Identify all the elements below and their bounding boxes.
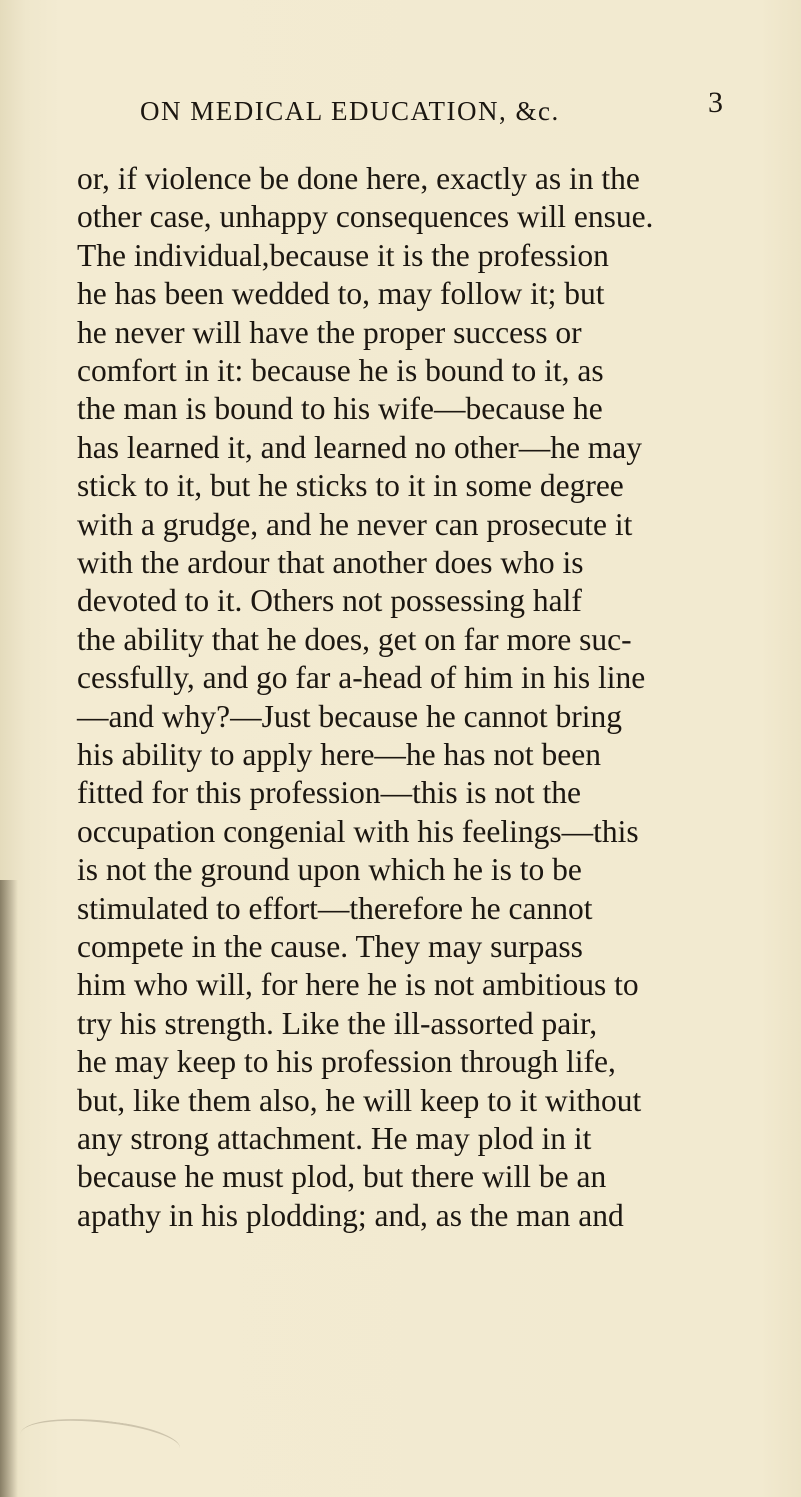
running-head: ON MEDICAL EDUCATION, &c. (140, 96, 560, 126)
text-line: he has been wedded to, may follow it; but (77, 276, 605, 312)
text-line: he never will have the proper success or (77, 314, 582, 350)
text-line: stick to it, but he sticks to it in some degree (77, 468, 624, 504)
text-line: compete in the cause. They may surpass (77, 929, 583, 964)
text-line: him who will, for here he is not ambitious to (77, 967, 639, 1003)
text-line: The individual,because it is the profession (77, 237, 609, 273)
text-line: devoted to it. Others not possessing half (77, 583, 582, 619)
text-line: —and why?—Just because he cannot bring (77, 698, 622, 734)
text-line: but, like them also, he will keep to it without (77, 1082, 642, 1118)
text-line: cessfully, and go far a-head of him in his line (77, 660, 646, 696)
text-line: with the ardour that another does who is (77, 545, 584, 580)
text-line: apathy in his plodding; and, as the man and (77, 1197, 624, 1233)
text-line: because he must plod, but there will be an (77, 1159, 607, 1195)
text-line: try his strength. Like the ill-assorted pair, (77, 1005, 598, 1041)
page-number: 3 (708, 86, 723, 119)
text-line: has learned it, and learned no other—he may (77, 429, 643, 465)
text-line: he may keep to his profession through life, (77, 1044, 616, 1080)
text-line: fitted for this profession—this is not the (77, 775, 581, 811)
gutter-shadow (0, 880, 18, 1497)
text-line: his ability to apply here—he has not been (77, 737, 601, 772)
text-line: occupation congenial with his feelings—this (77, 813, 639, 849)
text-line: comfort in it: because he is bound to it, as (77, 353, 604, 388)
page-smudge (18, 1409, 182, 1473)
text-line: with a grudge, and he never can prosecute it (77, 506, 633, 542)
text-line: the man is bound to his wife—because he (77, 391, 603, 427)
text-line: stimulated to effort—therefore he cannot (77, 890, 593, 926)
text-line: other case, unhappy consequences will ensue. (77, 199, 654, 235)
text-line: or, if violence be done here, exactly as in the (77, 161, 640, 196)
text-line: is not the ground upon which he is to be (77, 852, 582, 888)
text-line: the ability that he does, get on far more suc- (77, 621, 632, 657)
text-line: any strong attachment. He may plod in it (77, 1121, 592, 1156)
